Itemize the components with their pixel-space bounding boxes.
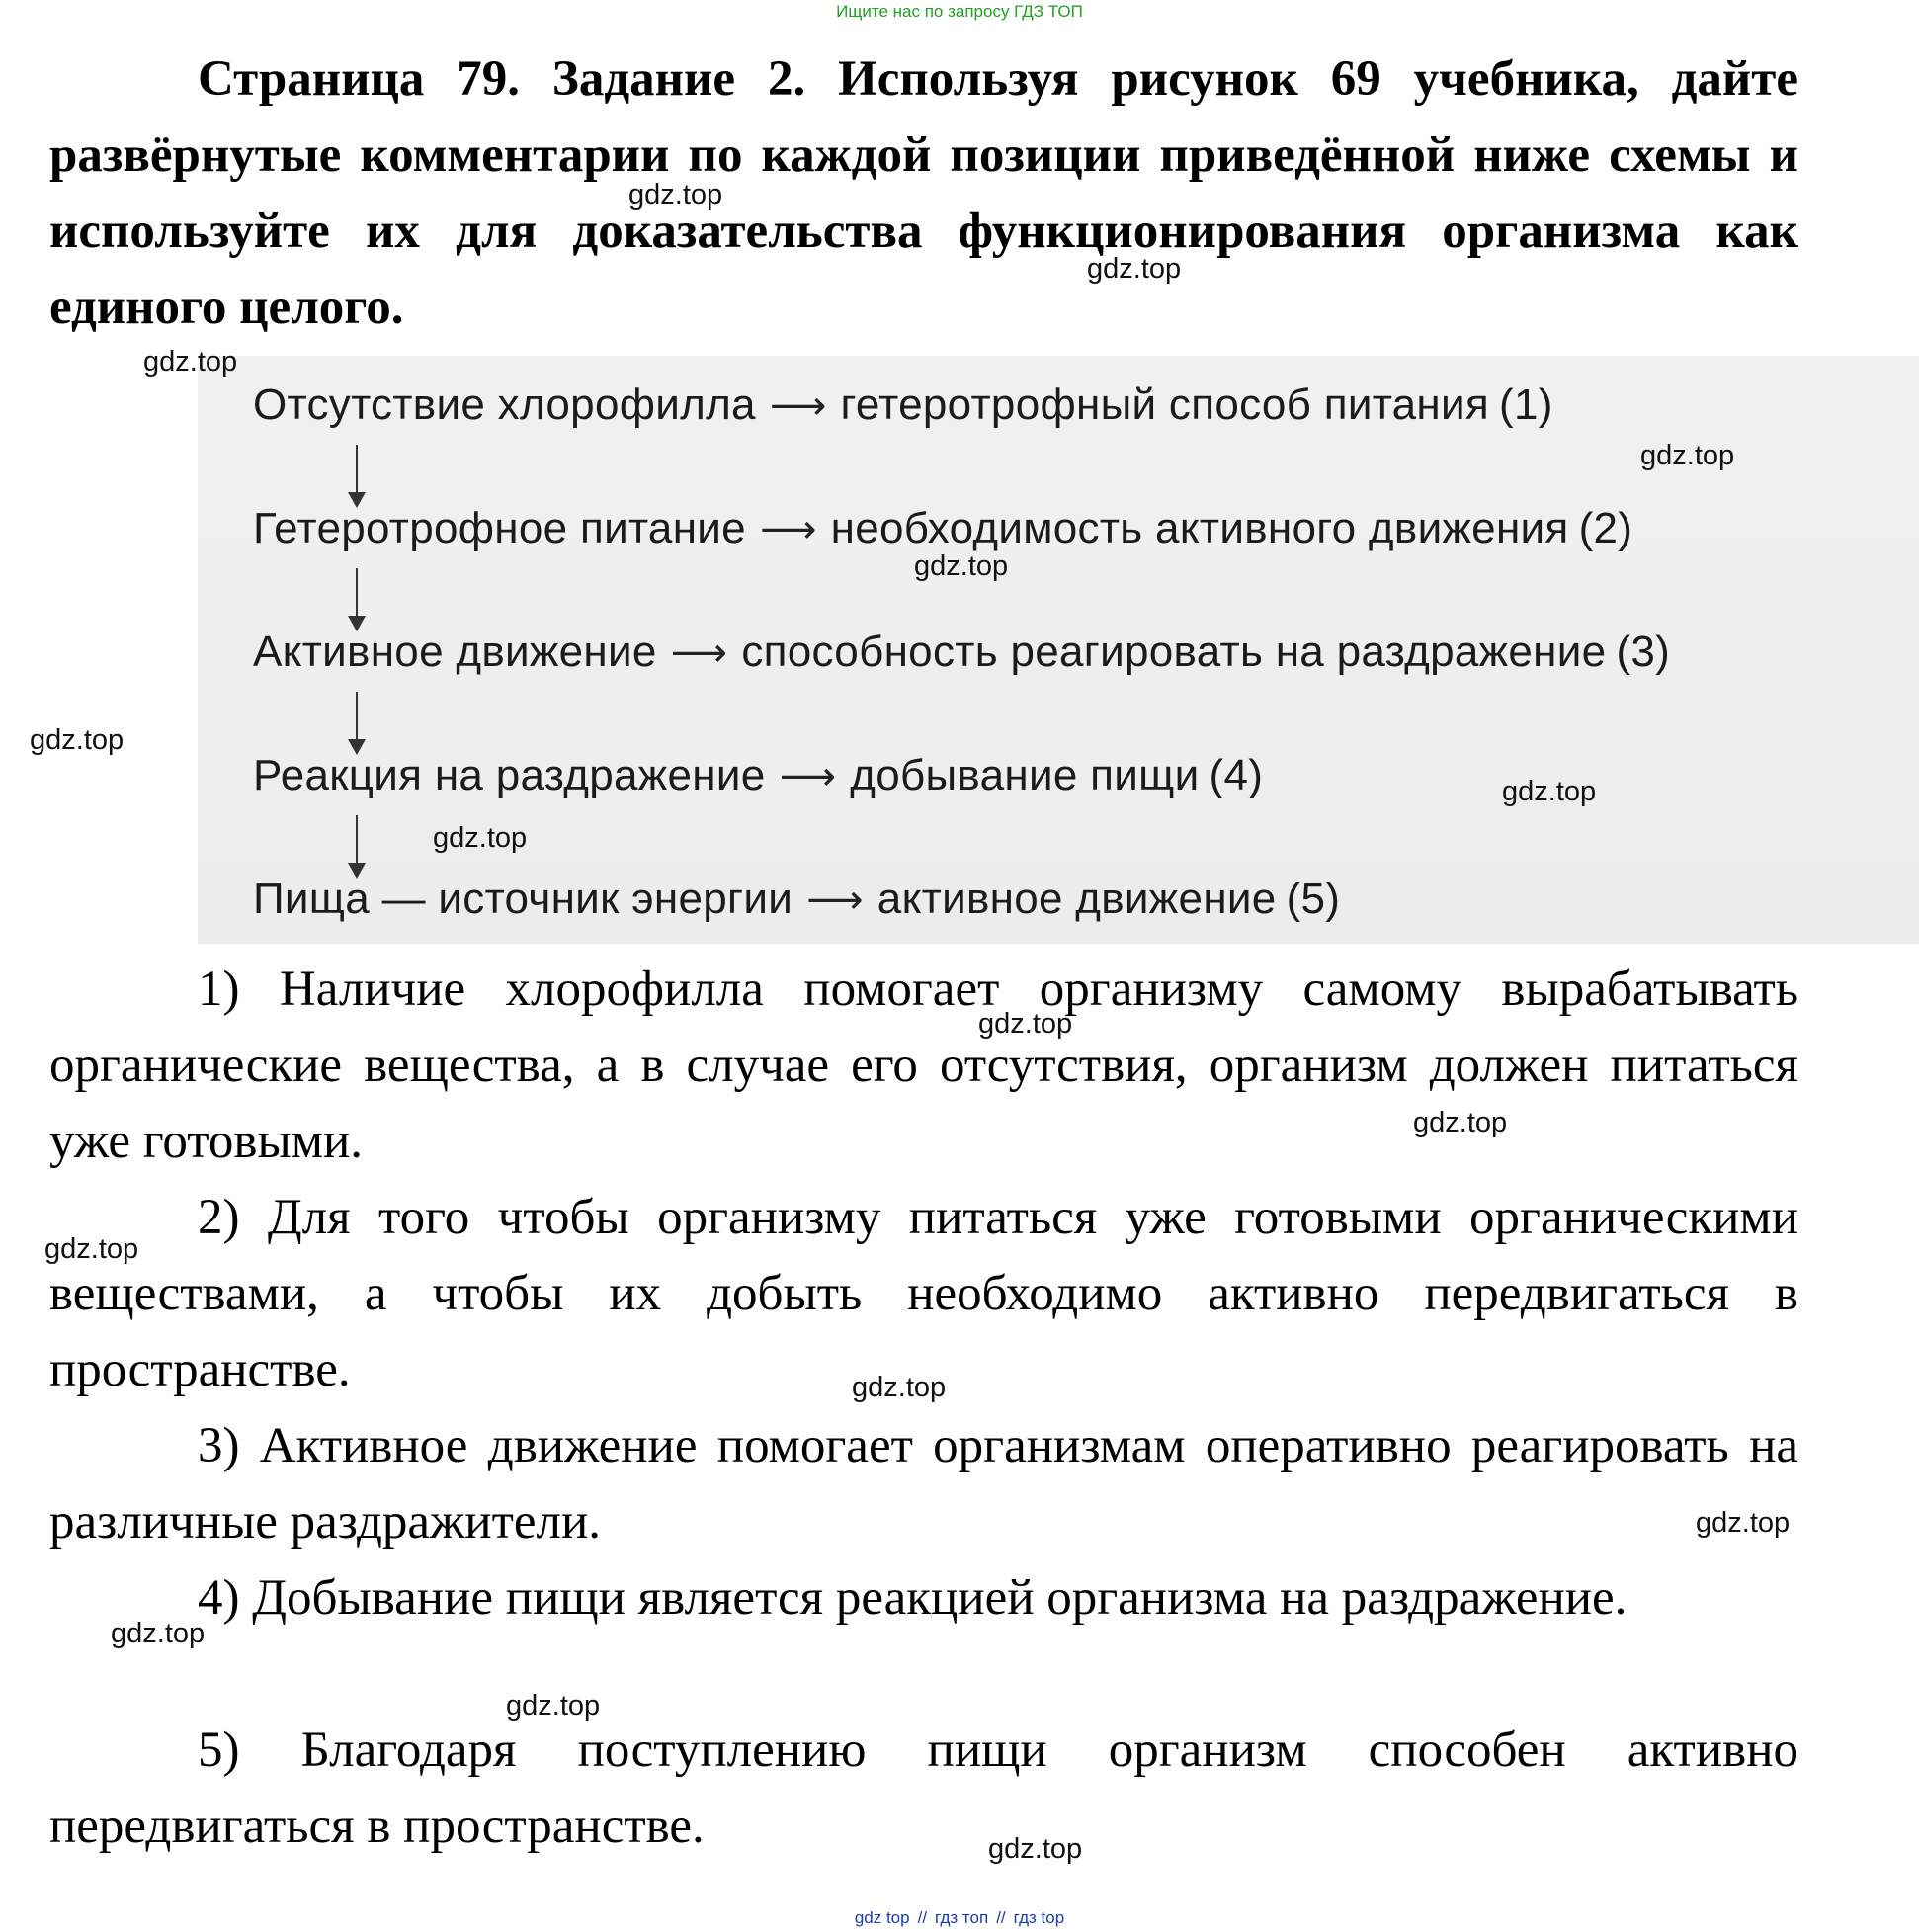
scheme-row-number: (2)	[1578, 504, 1633, 552]
scheme-row-number: (3)	[1616, 628, 1671, 676]
watermark: gdz.top	[914, 550, 1009, 582]
task-title: Страница 79. Задание 2. Используя рисунок 69 учебника, дайте развёрнутые комментарии по каждой позиции приведённой ниже схемы и используйте их для доказательства функционирования организма как единого целого.	[49, 51, 1798, 335]
watermark: gdz.top	[30, 724, 125, 756]
watermark: gdz.top	[988, 1833, 1083, 1865]
watermark: gdz.top	[111, 1618, 206, 1649]
watermark: gdz.top	[143, 346, 238, 378]
scheme-row-from: Активное движение	[253, 628, 657, 676]
right-arrow-icon: ⟶	[769, 384, 827, 428]
scheme-row-4	[253, 751, 1263, 800]
watermark: gdz.top	[628, 179, 723, 210]
watermark: gdz.top	[433, 822, 528, 854]
bottom-banner-link[interactable]: гдз топ	[935, 1908, 989, 1927]
scheme-row-to: активное движение	[876, 875, 1277, 923]
scheme-row-3	[253, 628, 1670, 677]
scheme-row-from: Гетеротрофное питание	[253, 504, 746, 552]
watermark: gdz.top	[1640, 440, 1735, 471]
scheme-row-1	[253, 380, 1553, 430]
scheme-row-2	[253, 504, 1632, 553]
right-arrow-icon: ⟶	[759, 508, 817, 551]
bottom-banner-link[interactable]: гдз top	[1013, 1908, 1065, 1927]
right-arrow-icon: ⟶	[670, 631, 728, 675]
watermark: gdz.top	[1696, 1507, 1791, 1539]
right-arrow-icon: ⟶	[806, 879, 864, 922]
scheme-row-to: способность реагировать на раздражение	[741, 628, 1607, 676]
watermark: gdz.top	[1502, 776, 1597, 807]
right-arrow-icon: ⟶	[779, 755, 837, 798]
down-arrow-icon	[356, 568, 358, 618]
answer-1: 1) Наличие хлорофилла помогает организму самому вырабатывать органические вещества, а в случае его отсутствия, организм должен питаться уже готовыми.	[49, 962, 1798, 1169]
bottom-banner-link[interactable]: gdz top	[854, 1908, 910, 1927]
watermark: gdz.top	[44, 1233, 139, 1265]
watermark: gdz.top	[1087, 253, 1182, 285]
answer-4: 4) Добывание пищи является реакцией организма на раздражение.	[198, 1570, 1627, 1626]
answer-5: 5) Благодаря поступлению пищи организм способен активно передвигаться в пространстве.	[49, 1722, 1798, 1854]
scheme-row-from: Пища — источник энергии	[253, 875, 793, 923]
scheme-row-to: необходимость активного движения	[830, 504, 1569, 552]
watermark: gdz.top	[852, 1372, 947, 1403]
answer-3: 3) Активное движение помогает организмам оперативно реагировать на различные раздражители.	[49, 1418, 1798, 1550]
scheme-row-to: гетеротрофный способ питания	[840, 380, 1490, 429]
down-arrow-icon	[356, 445, 358, 494]
bottom-banner[interactable]	[0, 1908, 1919, 1928]
answer-2: 2) Для того чтобы организму питаться уже готовыми органическими веществами, а чтобы их добыть необходимо активно передвигаться в пространстве.	[49, 1190, 1798, 1397]
scheme-row-number: (1)	[1499, 380, 1553, 429]
watermark: gdz.top	[1413, 1107, 1508, 1138]
watermark: gdz.top	[506, 1690, 601, 1722]
watermark: gdz.top	[978, 1008, 1073, 1040]
scheme-row-number: (4)	[1209, 751, 1264, 799]
down-arrow-icon	[356, 815, 358, 865]
scheme-row-from: Реакция на раздражение	[253, 751, 766, 799]
down-arrow-icon	[356, 692, 358, 741]
scheme-row-5	[253, 875, 1340, 924]
bottom-banner-separator: //	[996, 1908, 1006, 1927]
scheme-row-number: (5)	[1286, 875, 1341, 923]
bottom-banner-separator: //	[917, 1908, 928, 1927]
scheme-row-from: Отсутствие хлорофилла	[253, 380, 756, 429]
scheme-row-to: добывание пищи	[850, 751, 1200, 799]
top-banner[interactable]: Ищите нас по запросу ГДЗ ТОП	[836, 2, 1083, 21]
